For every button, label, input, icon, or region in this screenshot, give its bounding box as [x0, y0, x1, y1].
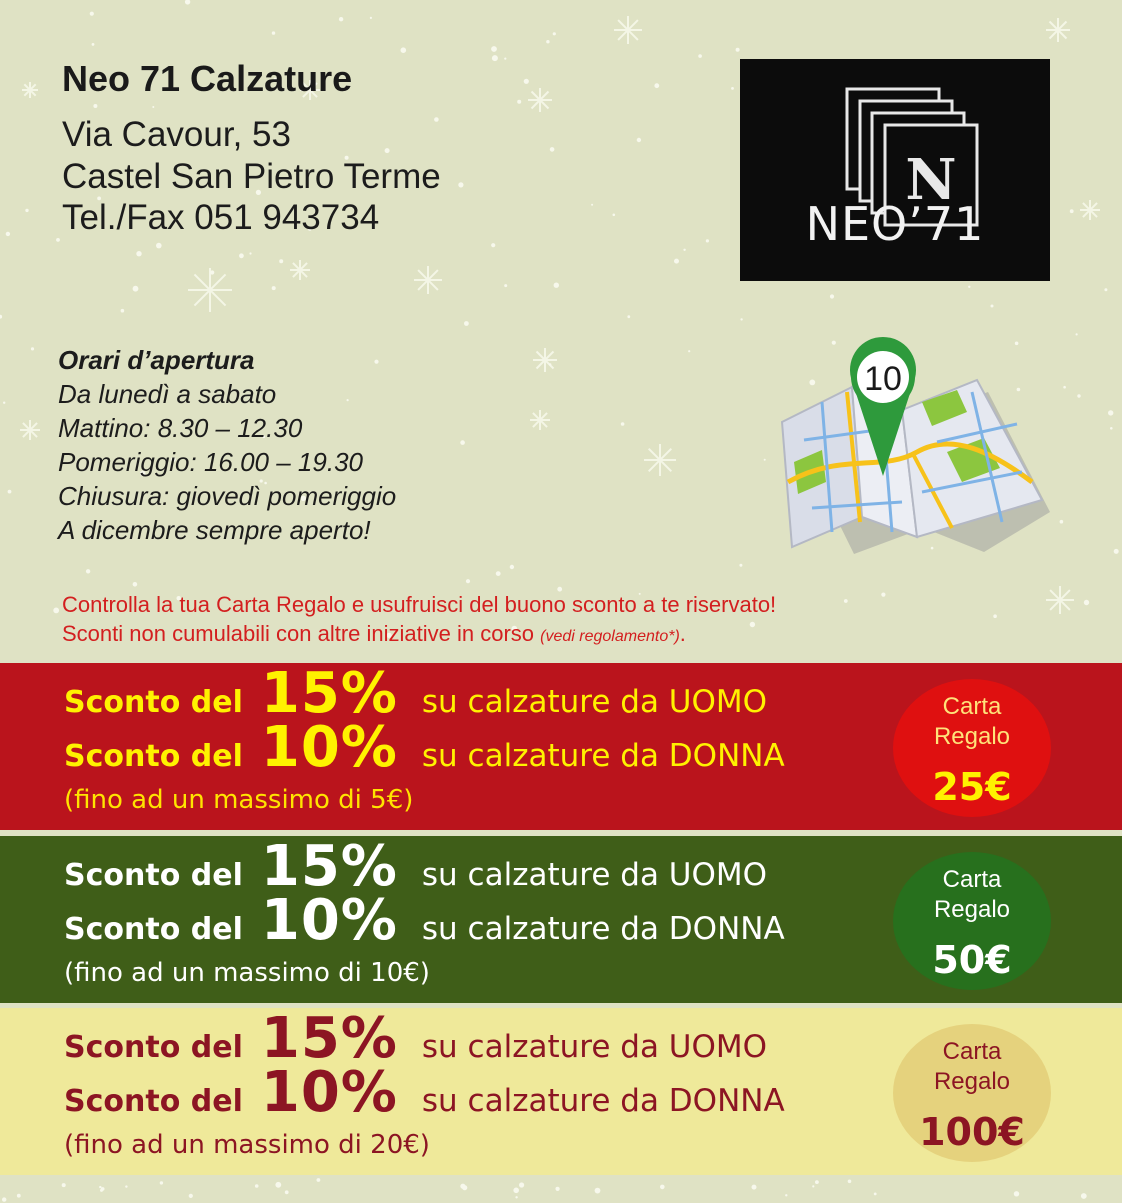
offer-percent: 15%	[260, 1006, 398, 1071]
offer-lead: Sconto del	[64, 858, 243, 893]
offer-band-100	[0, 1008, 1122, 1175]
hours-line: A dicembre sempre aperto!	[58, 515, 371, 545]
badge-amount: 100€	[919, 1110, 1025, 1154]
offer-lead: Sconto del	[64, 739, 243, 774]
offer-percent: 15%	[260, 834, 398, 899]
gift-card-badge	[893, 679, 1051, 817]
offer-max-note: (fino ad un massimo di 10€)	[64, 958, 430, 988]
badge-label: Carta	[942, 866, 1002, 893]
offer-max-note: (fino ad un massimo di 5€)	[64, 785, 414, 815]
offer-line-women	[64, 1060, 785, 1125]
address-city: Castel San Pietro Terme	[62, 157, 441, 196]
logo-text: NEO’71	[805, 197, 985, 251]
offer-lead: Sconto del	[64, 912, 243, 947]
gift-card-badge	[893, 1024, 1051, 1162]
badge-amount: 25€	[932, 765, 1012, 809]
hours-line: Da lunedì a sabato	[58, 379, 277, 409]
badge-label: Regalo	[933, 723, 1011, 750]
offer-band-25	[0, 663, 1122, 830]
badge-label: Regalo	[933, 896, 1011, 923]
shop-name: Neo 71 Calzature	[62, 58, 353, 99]
offer-percent: 10%	[260, 715, 398, 780]
opening-hours	[58, 343, 396, 547]
offer-lead: Sconto del	[64, 685, 243, 720]
gift-card-notice	[62, 590, 776, 651]
address-street: Via Cavour, 53	[62, 115, 291, 154]
svg-text:N: N	[905, 147, 957, 213]
badge-label: Carta	[942, 693, 1002, 720]
regulation-note: (vedi regolamento*)	[540, 628, 680, 645]
offer-category: su calzature da UOMO	[421, 1029, 768, 1065]
offer-percent: 15%	[260, 661, 398, 726]
gift-card-badge	[893, 852, 1051, 990]
offer-lead: Sconto del	[64, 1030, 243, 1065]
badge-label: Regalo	[933, 1068, 1011, 1095]
offer-line-women	[64, 715, 785, 780]
map-pin-icon	[752, 332, 1062, 557]
offer-line-women	[64, 888, 785, 953]
offer-category: su calzature da UOMO	[421, 857, 768, 893]
badge-amount: 50€	[932, 938, 1012, 982]
hours-line: Chiusura: giovedì pomeriggio	[58, 481, 397, 511]
offer-category: su calzature da DONNA	[421, 1083, 785, 1119]
hours-line: Pomeriggio: 16.00 – 19.30	[58, 447, 363, 477]
notice-period: .	[679, 621, 686, 646]
offer-percent: 10%	[260, 1060, 398, 1125]
notice-line-2-text: Sconti non cumulabili con altre iniziative in corso	[62, 621, 535, 646]
opening-hours-title: Orari d’apertura	[58, 345, 255, 375]
notice-line-2	[62, 619, 776, 651]
offer-band-50	[0, 836, 1122, 1003]
svg-text:10: 10	[864, 360, 902, 398]
offer-max-note: (fino ad un massimo di 20€)	[64, 1130, 430, 1160]
offer-percent: 10%	[260, 888, 398, 953]
offer-category: su calzature da DONNA	[421, 911, 785, 947]
notice-line-1: Controlla la tua Carta Regalo e usufruisci del buono sconto a te riservato!	[62, 592, 777, 617]
offer-category: su calzature da UOMO	[421, 684, 768, 720]
hours-line: Mattino: 8.30 – 12.30	[58, 413, 303, 443]
phone-fax: Tel./Fax 051 943734	[62, 198, 380, 237]
offer-category: su calzature da DONNA	[421, 738, 785, 774]
badge-label: Carta	[942, 1038, 1002, 1065]
neo71-logo	[740, 59, 1050, 281]
offer-lead: Sconto del	[64, 1084, 243, 1119]
